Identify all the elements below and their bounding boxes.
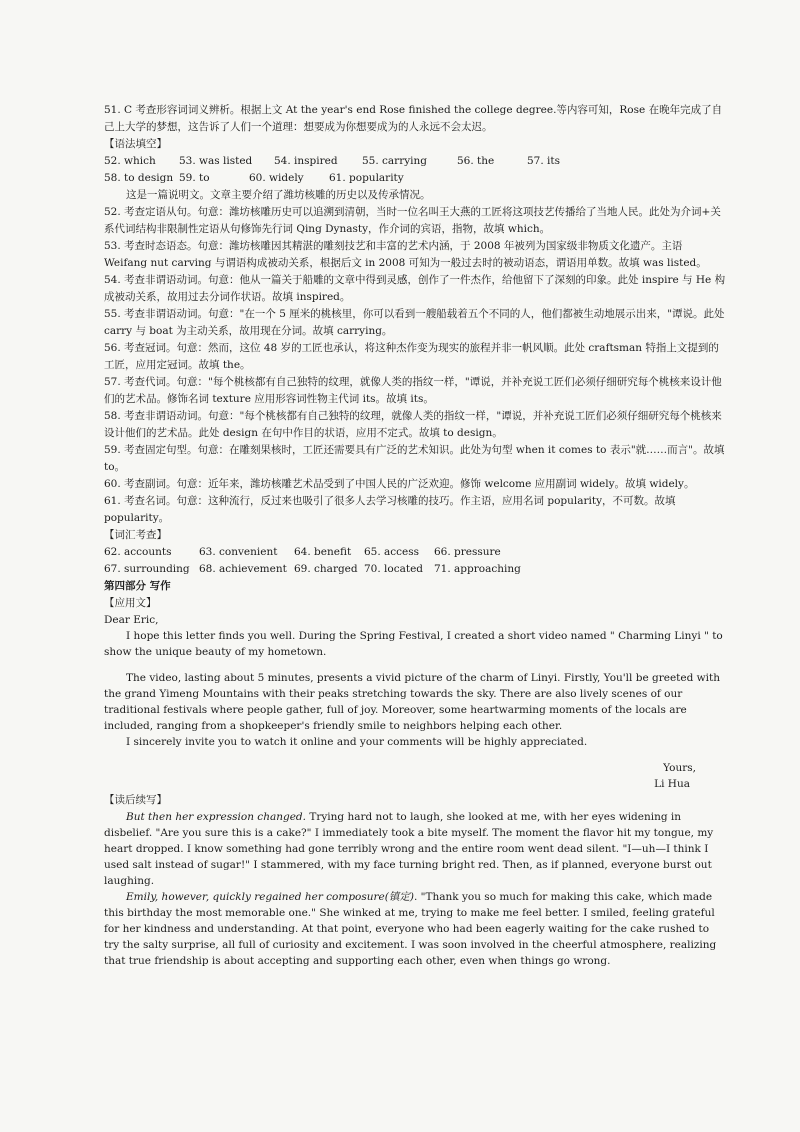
passage-intro: 这是一篇说明文。文章主要介绍了潍坊核雕的历史以及传承情况。 xyxy=(126,189,431,201)
answer-item: 55. carrying xyxy=(362,155,427,167)
answer-item: 53. was listed xyxy=(179,155,253,167)
grammar-answers-row-1 xyxy=(104,153,726,170)
story xyxy=(104,809,726,969)
vocab-heading: 【词汇考查】 xyxy=(104,529,167,541)
answer-item: 56. the xyxy=(457,155,495,167)
explanation-56: 56. 考查冠词。句意：然而，这位 48 岁的工匠也承认，将这种杰作变为现实的旅程并非一帆风顺。此处 craftsman 特指上文提到的工匠，应用定冠词。故填 the。 xyxy=(104,342,719,371)
part4-heading: 第四部分 写作 xyxy=(104,580,171,592)
story-p1-lead: But then her expression changed. xyxy=(126,811,306,823)
explanation-60: 60. 考查副词。句意：近年来，潍坊核雕艺术品受到了中国人民的广泛欢迎。修饰 welcome 应用副词 widely。故填 widely。 xyxy=(104,478,695,490)
answer-item: 61. popularity xyxy=(329,172,404,184)
continuation-heading: 【读后续写】 xyxy=(104,794,167,806)
letter xyxy=(104,612,726,792)
answer-item: 60. widely xyxy=(249,172,304,184)
answer-item: 70. located xyxy=(364,563,424,575)
q51-explanation: 51. C 考查形容词词义辨析。根据上文 At the year's end Rose finished the college degree.等内容可知，Rose 在晚年完成了自己上大学的梦想，这告诉了人们一个道理：想要成为你想要成为的人永远不会太迟。 xyxy=(104,104,723,133)
story-paragraph-1 xyxy=(104,809,726,889)
explanation-53: 53. 考查时态语态。句意：潍坊核雕因其精湛的雕刻技艺和丰富的艺术内涵，于 2008 年被列为国家级非物质文化遗产。主语 Weifang nut carving 与谓语构成被动关系，根据后文 in 2008 可知为一般过去时的被动语态，谓语用单数。故填 was listed。 xyxy=(104,240,707,269)
answer-item: 54. inspired xyxy=(274,155,338,167)
letter-greeting: Dear Eric, xyxy=(104,614,159,626)
story-p1-body: Trying hard not to laugh, she looked at me, with her eyes widening in disbelief. "Are you sure this is a cake?" I immediately took a bite myself. The moment the flavor hit my tongue, my heart dropped. I know something had gone terribly wrong and the entire room went dead silent. "I—uh—I think I used salt instead of sugar!" I stammered, with my face turning bright red. Then, as if planned, everyone burst out laughing. xyxy=(104,811,714,887)
explanation-59: 59. 考查固定句型。句意：在雕刻果核时，工匠还需要具有广泛的艺术知识。此处为句型 when it comes to 表示"就……而言"。故填 to。 xyxy=(104,444,725,473)
letter-paragraph-1: I hope this letter finds you well. During the Spring Festival, I created a short video named " Charming Linyi " to show the unique beauty of my hometown. xyxy=(104,630,723,658)
letter-paragraph-2: The video, lasting about 5 minutes, presents a vivid picture of the charm of Linyi. Firstly, You'll be greeted with the grand Yimeng Mountains with their peaks stretching towards the sky. There are also lively scenes of our traditional festivals where people gather, full of joy. Moreover, some heartwarming moments of the locals are included, ranging from a shopkeeper's friendly smile to neighbors helping each other. xyxy=(104,672,720,732)
answer-item: 69. charged xyxy=(294,563,358,575)
story-p2-lead: Emily, however, quickly regained her composure(镇定). xyxy=(126,891,418,903)
answer-item: 65. access xyxy=(364,546,420,558)
explanation-52: 52. 考查定语从句。句意：潍坊核雕历史可以追溯到清朝，当时一位名叫王大燕的工匠将这项技艺传播给了当地人民。此处为介词+关系代词结构非限制性定语从句修饰先行词 Qing Dynasty，作介词的宾语，指物，故填 which。 xyxy=(104,206,721,235)
answer-item: 67. surrounding xyxy=(104,563,190,575)
grammar-heading: 【语法填空】 xyxy=(104,138,167,150)
explanation-57: 57. 考查代词。句意："每个桃核都有自己独特的纹理，就像人类的指纹一样，"谭说，并补充说工匠们必须仔细研究每个桃核来设计他们的艺术品。修饰名词 texture 应用形容词性物主代词 its。故填 its。 xyxy=(104,376,722,405)
answer-item: 66. pressure xyxy=(434,546,501,558)
answer-item: 59. to xyxy=(179,172,210,184)
answer-item: 52. which xyxy=(104,155,156,167)
answer-item: 57. its xyxy=(527,155,561,167)
answer-item: 71. approaching xyxy=(434,563,521,575)
letter-paragraph-3: I sincerely invite you to watch it online and your comments will be highly appreciated. xyxy=(126,736,588,748)
letter-closing: Yours, xyxy=(663,762,696,774)
explanation-54: 54. 考查非谓语动词。句意：他从一篇关于船雕的文章中得到灵感，创作了一件杰作，给他留下了深刻的印象。此处 inspire 与 He 构成被动关系，故用过去分词作状语。故填 inspired。 xyxy=(104,274,726,303)
explanation-58: 58. 考查非谓语动词。句意："每个桃核都有自己独特的纹理，就像人类的指纹一样，"谭说，并补充说工匠们必须仔细研究每个桃核来设计他们的艺术品。此处 design 在句中作目的状语，应用不定式。故填 to design。 xyxy=(104,410,722,439)
answer-item: 63. convenient xyxy=(199,546,278,558)
explanation-55: 55. 考查非谓语动词。句意："在一个 5 厘米的桃核里，你可以看到一艘船载着五个不同的人，他们都被生动地展示出来，"谭说。此处 carry 与 boat 为主动关系，故用现在分词。故填 carrying。 xyxy=(104,308,725,337)
answer-item: 68. achievement xyxy=(199,563,287,575)
answer-item: 58. to design xyxy=(104,172,174,184)
grammar-answers-row-2 xyxy=(104,170,726,187)
applied-writing-heading: 【应用文】 xyxy=(104,597,157,609)
vocab-answers-row-1 xyxy=(104,544,726,561)
answer-item: 64. benefit xyxy=(294,546,352,558)
answer-item: 62. accounts xyxy=(104,546,172,558)
story-p2-body: "Thank you so much for making this cake, which made this birthday the most memorable one." She winked at me, trying to make me feel better. I smiled, feeling grateful for her kindness and understanding. At that point, everyone who had been eagerly waiting for the cake rushed to try the salty surprise, all full of curiosity and excitement. I was soon involved in the cheerful atmosphere, realizing that true friendship is about accepting and supporting each other, even when things go wrong. xyxy=(104,891,717,967)
explanation-61: 61. 考查名词。句意：这种流行，反过来也吸引了很多人去学习核雕的技巧。作主语，应用名词 popularity，不可数。故填 popularity。 xyxy=(104,495,676,524)
vocab-answers-row-2 xyxy=(104,561,726,578)
story-paragraph-2 xyxy=(104,889,726,969)
letter-signature: Li Hua xyxy=(654,778,690,790)
